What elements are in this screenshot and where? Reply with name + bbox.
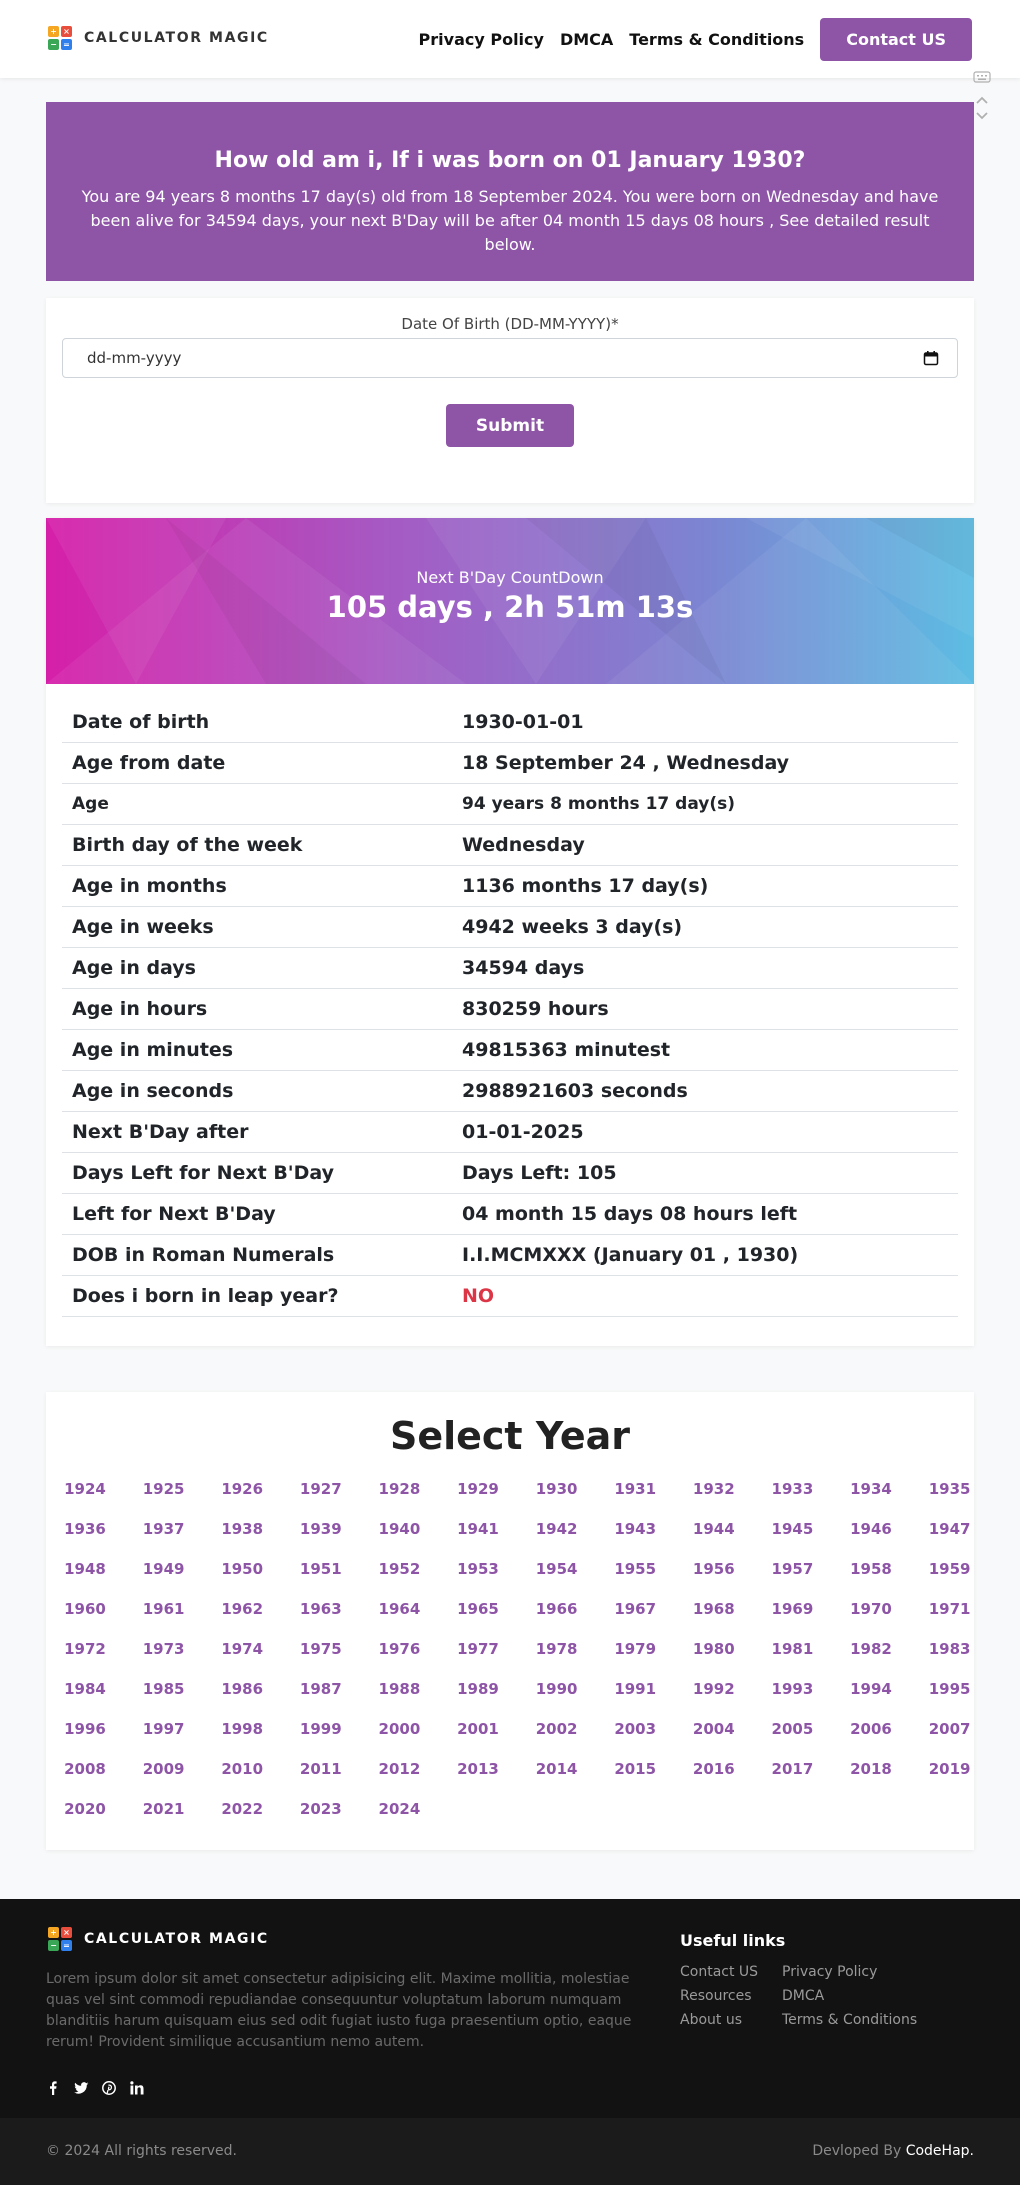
year-link[interactable]: 1997 xyxy=(142,1720,185,1738)
year-link[interactable]: 2015 xyxy=(614,1760,657,1778)
year-link[interactable]: 1930 xyxy=(535,1480,578,1498)
social-links xyxy=(46,2080,158,2094)
year-link[interactable]: 1959 xyxy=(928,1560,971,1578)
nav-dmca[interactable]: DMCA xyxy=(559,30,614,49)
row-value: 2988921603 seconds xyxy=(462,1080,688,1102)
table-row xyxy=(62,743,958,784)
year-link[interactable]: 1929 xyxy=(457,1480,499,1498)
table-row xyxy=(62,702,958,743)
year-link[interactable]: 2009 xyxy=(142,1760,185,1778)
age-summary-banner xyxy=(46,102,974,281)
useful-links xyxy=(680,1961,962,2031)
year-link[interactable]: 1931 xyxy=(614,1480,657,1498)
row-key: Days Left for Next B'Day xyxy=(72,1162,335,1184)
result-card xyxy=(46,518,974,1346)
row-key: Age in hours xyxy=(72,998,208,1020)
year-link[interactable]: 1965 xyxy=(457,1600,499,1618)
year-link[interactable]: 1969 xyxy=(771,1600,814,1618)
copyright-bar xyxy=(0,2118,1020,2185)
year-link[interactable]: 1987 xyxy=(299,1680,342,1698)
submit-button[interactable]: Submit xyxy=(446,404,574,447)
row-key: Age in weeks xyxy=(72,916,214,938)
year-link[interactable]: 2002 xyxy=(535,1720,578,1738)
year-link[interactable]: 1980 xyxy=(692,1640,735,1658)
table-row xyxy=(62,948,958,989)
nav-privacy-policy[interactable]: Privacy Policy xyxy=(418,30,544,49)
year-link[interactable]: 1950 xyxy=(221,1560,264,1578)
row-value: 830259 hours xyxy=(462,998,609,1020)
row-value: 34594 days xyxy=(462,957,585,979)
brand-name: CALCULATOR MAGIC xyxy=(84,30,269,46)
row-value: I.I.MCMXXX (January 01 , 1930) xyxy=(462,1244,799,1266)
row-key: Next B'Day after xyxy=(72,1121,249,1143)
row-value: 49815363 minutest xyxy=(462,1039,671,1061)
row-key: Age in minutes xyxy=(72,1039,234,1061)
row-value: 4942 weeks 3 day(s) xyxy=(462,916,683,938)
brand-logo[interactable] xyxy=(48,26,269,50)
year-link[interactable]: 1963 xyxy=(299,1600,342,1618)
year-link[interactable]: 1927 xyxy=(299,1480,342,1498)
year-selector xyxy=(46,1392,974,1850)
footer-description: Lorem ipsum dolor sit amet consectetur adipisicing elit. Maxime mollitia, molestiae quas vel sint commodi repudiandae consequuntur voluptatum laborum numquam blanditiis harum quisquam eius sed odit fugiat iusto fuga praesentium optio, eaque rerum! Provident similique accusantium nemo autem. xyxy=(46,1971,632,2050)
birthday-countdown xyxy=(46,518,974,684)
year-link[interactable]: 1982 xyxy=(850,1640,892,1658)
table-row xyxy=(62,1153,958,1194)
year-link[interactable]: 1945 xyxy=(771,1520,814,1538)
footer-link-about-us[interactable]: About us xyxy=(680,2012,743,2028)
footer-link-contact-us[interactable]: Contact US xyxy=(680,1964,759,1980)
year-link[interactable]: 2019 xyxy=(928,1760,971,1778)
table-row xyxy=(62,866,958,907)
copyright-text: © 2024 All rights reserved. xyxy=(46,2143,237,2159)
year-link[interactable]: 2023 xyxy=(299,1800,342,1818)
table-row xyxy=(62,825,958,866)
row-key: DOB in Roman Numerals xyxy=(72,1244,335,1266)
year-link[interactable]: 2008 xyxy=(64,1760,106,1778)
year-link[interactable]: 2014 xyxy=(535,1760,578,1778)
year-link[interactable]: 2007 xyxy=(928,1720,971,1738)
countdown-label: Next B'Day CountDown xyxy=(416,568,604,587)
table-row xyxy=(62,1030,958,1071)
year-link[interactable]: 1961 xyxy=(142,1600,185,1618)
year-link[interactable]: 2010 xyxy=(221,1760,264,1778)
developed-by-label: Devloped By xyxy=(812,2143,902,2159)
year-link[interactable]: 1967 xyxy=(614,1600,657,1618)
developer-link[interactable]: CodeHap. xyxy=(905,2143,974,2159)
calculator-icon: + × − = xyxy=(48,26,72,50)
year-link[interactable]: 1990 xyxy=(535,1680,578,1698)
footer-brand-name: CALCULATOR MAGIC xyxy=(84,1931,269,1947)
year-link[interactable]: 1999 xyxy=(299,1720,342,1738)
year-link[interactable]: 1940 xyxy=(378,1520,421,1538)
year-link[interactable]: 1951 xyxy=(299,1560,342,1578)
year-link[interactable]: 2003 xyxy=(614,1720,657,1738)
year-link[interactable]: 2000 xyxy=(378,1720,421,1738)
year-link[interactable]: 1924 xyxy=(64,1480,106,1498)
year-link[interactable]: 2017 xyxy=(771,1760,814,1778)
year-link[interactable]: 1946 xyxy=(850,1520,892,1538)
year-link[interactable]: 1993 xyxy=(771,1680,814,1698)
year-link[interactable]: 1970 xyxy=(850,1600,892,1618)
year-link[interactable]: 1977 xyxy=(457,1640,499,1658)
page-title: How old am i, If i was born on 01 January 1930? xyxy=(214,148,806,173)
countdown-value: 105 days , 2h 51m 13s xyxy=(326,590,694,624)
year-link[interactable]: 1978 xyxy=(535,1640,578,1658)
year-link[interactable]: 1988 xyxy=(378,1680,421,1698)
row-value: 1930-01-01 xyxy=(462,711,584,733)
table-row xyxy=(62,784,958,825)
row-key: Left for Next B'Day xyxy=(72,1203,276,1225)
row-value: 01-01-2025 xyxy=(462,1121,584,1143)
row-key: Birth day of the week xyxy=(72,834,303,856)
year-link[interactable]: 2006 xyxy=(850,1720,892,1738)
row-key: Does i born in leap year? xyxy=(72,1285,339,1307)
footer-link-privacy-policy[interactable]: Privacy Policy xyxy=(782,1964,878,1980)
year-link[interactable]: 1996 xyxy=(64,1720,106,1738)
dob-form xyxy=(46,298,974,503)
year-link[interactable]: 2018 xyxy=(850,1760,892,1778)
year-link[interactable]: 1936 xyxy=(64,1520,106,1538)
year-link[interactable]: 1974 xyxy=(221,1640,264,1658)
year-link[interactable]: 1958 xyxy=(850,1560,892,1578)
keyboard-icon[interactable] xyxy=(970,68,994,90)
footer-link-dmca[interactable]: DMCA xyxy=(782,1988,825,2004)
year-link[interactable]: 1926 xyxy=(221,1480,264,1498)
calendar-icon[interactable] xyxy=(923,350,939,366)
row-key: Age in months xyxy=(72,875,227,897)
age-details-table xyxy=(62,702,958,1317)
table-row xyxy=(62,989,958,1030)
year-link[interactable]: 1956 xyxy=(692,1560,735,1578)
row-value: 94 years 8 months 17 day(s) xyxy=(462,794,736,814)
year-link[interactable]: 1941 xyxy=(457,1520,499,1538)
year-link[interactable]: 1952 xyxy=(378,1560,421,1578)
year-link[interactable]: 1966 xyxy=(535,1600,578,1618)
year-link[interactable]: 1981 xyxy=(771,1640,814,1658)
year-link[interactable]: 1989 xyxy=(457,1680,499,1698)
dob-label: Date Of Birth (DD-MM-YYYY)* xyxy=(401,315,619,333)
row-value: 18 September 24 , Wednesday xyxy=(462,752,790,774)
year-link[interactable]: 1979 xyxy=(614,1640,657,1658)
row-value: 04 month 15 days 08 hours left xyxy=(462,1203,798,1225)
row-key: Age in days xyxy=(72,957,196,979)
dob-placeholder: dd-mm-yyyy xyxy=(87,349,182,367)
year-link[interactable]: 1953 xyxy=(457,1560,499,1578)
year-link[interactable]: 1964 xyxy=(378,1600,421,1618)
row-value: Days Left: 105 xyxy=(462,1162,617,1184)
pinterest-icon[interactable] xyxy=(102,2080,116,2094)
contact-us-button[interactable]: Contact US xyxy=(820,18,972,61)
year-link[interactable]: 2013 xyxy=(457,1760,499,1778)
linkedin-icon[interactable] xyxy=(130,2080,144,2094)
year-link[interactable]: 1949 xyxy=(142,1560,185,1578)
table-row xyxy=(62,1071,958,1112)
year-link[interactable]: 1975 xyxy=(299,1640,342,1658)
year-link[interactable]: 1955 xyxy=(614,1560,657,1578)
year-link[interactable]: 2012 xyxy=(378,1760,421,1778)
year-section-title: Select Year xyxy=(389,1414,631,1458)
year-link[interactable]: 1984 xyxy=(64,1680,106,1698)
year-link[interactable]: 1972 xyxy=(64,1640,106,1658)
site-header xyxy=(0,0,1020,78)
year-link[interactable]: 1962 xyxy=(221,1600,264,1618)
year-link[interactable]: 1942 xyxy=(535,1520,578,1538)
table-row xyxy=(62,1112,958,1153)
year-link[interactable]: 1968 xyxy=(692,1600,735,1618)
site-footer xyxy=(0,1899,1020,2118)
year-link[interactable]: 1948 xyxy=(64,1560,106,1578)
year-link[interactable]: 1932 xyxy=(692,1480,735,1498)
year-link[interactable]: 1994 xyxy=(850,1680,892,1698)
year-link[interactable]: 1985 xyxy=(142,1680,185,1698)
table-row xyxy=(62,1194,958,1235)
year-link[interactable]: 2022 xyxy=(221,1800,264,1818)
year-link[interactable]: 2016 xyxy=(692,1760,735,1778)
year-link[interactable]: 1947 xyxy=(928,1520,971,1538)
year-link[interactable]: 1991 xyxy=(614,1680,657,1698)
year-link[interactable]: 2004 xyxy=(692,1720,735,1738)
row-key: Age xyxy=(72,794,109,814)
footer-link-resources[interactable]: Resources xyxy=(680,1988,752,2004)
row-value: Wednesday xyxy=(462,834,585,856)
year-link[interactable]: 1957 xyxy=(771,1560,814,1578)
year-link[interactable]: 1933 xyxy=(771,1480,814,1498)
main-nav xyxy=(419,18,972,61)
year-link[interactable]: 1998 xyxy=(221,1720,264,1738)
footer-brand-logo[interactable] xyxy=(48,1927,269,1951)
year-link[interactable]: 1992 xyxy=(692,1680,735,1698)
year-link[interactable]: 2005 xyxy=(771,1720,814,1738)
year-link[interactable]: 1944 xyxy=(692,1520,735,1538)
facebook-icon[interactable] xyxy=(46,2080,60,2094)
year-link[interactable]: 2024 xyxy=(378,1800,421,1818)
table-row xyxy=(62,1235,958,1276)
footer-link-terms-conditions[interactable]: Terms & Conditions xyxy=(782,2012,918,2028)
year-link[interactable]: 1976 xyxy=(378,1640,421,1658)
row-key: Age from date xyxy=(72,752,226,774)
calculator-icon: + × − = xyxy=(48,1927,72,1951)
year-link[interactable]: 1960 xyxy=(64,1600,106,1618)
useful-links-title: Useful links xyxy=(680,1931,786,1950)
year-link[interactable]: 1937 xyxy=(142,1520,185,1538)
year-link[interactable]: 1971 xyxy=(928,1600,971,1618)
year-link[interactable]: 1954 xyxy=(535,1560,578,1578)
year-link[interactable]: 1928 xyxy=(378,1480,421,1498)
age-summary-text: You are 94 years 8 months 17 day(s) old from 18 September 2024. You were born on Wednesday and have been alive for 34594 days, your next B'Day will be after 04 month 15 days 08 hours , See detailed result below. xyxy=(81,187,939,254)
year-link[interactable]: 2001 xyxy=(457,1720,499,1738)
year-link[interactable]: 1983 xyxy=(928,1640,971,1658)
year-link[interactable]: 2021 xyxy=(142,1800,185,1818)
leap-year-value: NO xyxy=(462,1285,495,1307)
dob-input[interactable] xyxy=(62,338,958,378)
year-link[interactable]: 1973 xyxy=(142,1640,185,1658)
year-link[interactable]: 1939 xyxy=(299,1520,342,1538)
row-key: Age in seconds xyxy=(72,1080,234,1102)
year-link[interactable]: 1938 xyxy=(221,1520,264,1538)
twitter-icon[interactable] xyxy=(74,2080,88,2094)
year-link[interactable]: 1925 xyxy=(142,1480,185,1498)
nav-terms-conditions[interactable]: Terms & Conditions xyxy=(629,30,805,49)
year-link[interactable]: 1943 xyxy=(614,1520,657,1538)
year-link[interactable]: 1935 xyxy=(928,1480,971,1498)
developer-credit xyxy=(812,2143,974,2159)
year-link[interactable]: 2011 xyxy=(299,1760,342,1778)
year-link[interactable]: 2020 xyxy=(64,1800,106,1818)
year-link[interactable]: 1995 xyxy=(928,1680,971,1698)
table-row xyxy=(62,1276,958,1317)
year-link[interactable]: 1986 xyxy=(221,1680,264,1698)
row-value: 1136 months 17 day(s) xyxy=(462,875,709,897)
row-key: Date of birth xyxy=(72,711,210,733)
year-link[interactable]: 1934 xyxy=(850,1480,892,1498)
table-row xyxy=(62,907,958,948)
